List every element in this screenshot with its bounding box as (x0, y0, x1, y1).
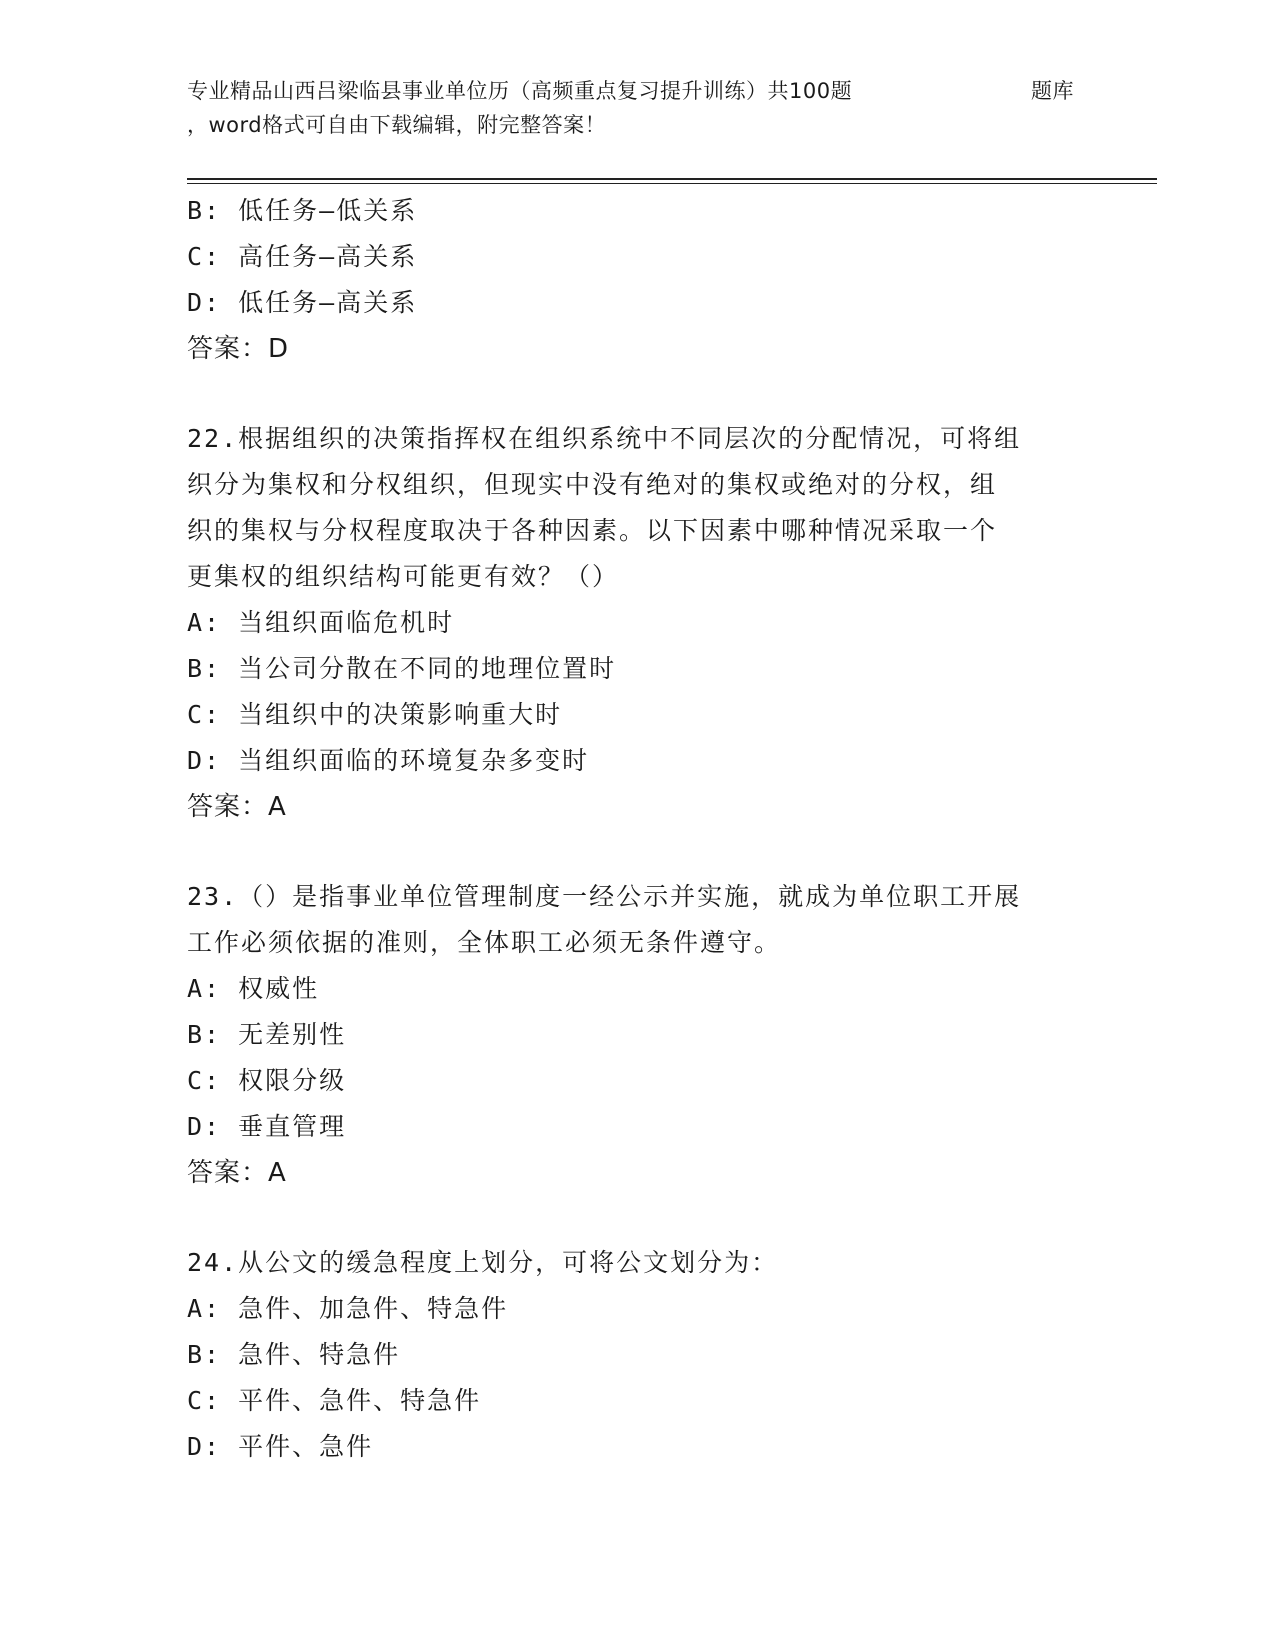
question-stem-line: 24.从公文的缓急程度上划分，可将公文划分为： (187, 1248, 779, 1277)
question-stem-line: 织的集权与分权程度取决于各种因素。以下因素中哪种情况采取一个 (187, 516, 998, 545)
header-divider (187, 178, 1157, 184)
question-stem-line: 织分为集权和分权组织，但现实中没有绝对的集权或绝对的分权，组 (187, 470, 998, 499)
question-23 (187, 874, 1087, 1196)
option-a: A: 当组织面临危机时 (187, 608, 455, 637)
question-stem-line: 工作必须依据的准则，全体职工必须无条件遵守。 (187, 928, 782, 957)
option-b: B: 急件、特急件 (187, 1340, 401, 1369)
header-subtitle: ，word格式可自由下载编辑，附完整答案！ (187, 113, 607, 137)
question-stem-line: 更集权的组织结构可能更有效？（） (187, 562, 620, 591)
answer-label: 答案：A (187, 792, 287, 822)
option-c: C: 权限分级 (187, 1066, 347, 1095)
prev-question-block (187, 188, 1087, 372)
header-title-line (187, 74, 1157, 108)
spacer (187, 1196, 1087, 1240)
option-d: D: 低任务—高关系 (187, 288, 418, 317)
option-c: C: 高任务—高关系 (187, 242, 418, 271)
question-22 (187, 416, 1087, 830)
option-c: C: 当组织中的决策影响重大时 (187, 700, 563, 729)
option-d: D: 垂直管理 (187, 1112, 347, 1141)
spacer (187, 372, 1087, 416)
answer-label: 答案：A (187, 1158, 287, 1188)
option-a: A: 权威性 (187, 974, 320, 1003)
option-b: B: 无差别性 (187, 1020, 347, 1049)
answer-label: 答案：D (187, 334, 290, 364)
page-header (187, 74, 1157, 142)
option-b: B: 当公司分散在不同的地理位置时 (187, 654, 617, 683)
option-c: C: 平件、急件、特急件 (187, 1386, 482, 1415)
header-tag: 题库 (1031, 79, 1074, 103)
option-d: D: 当组织面临的环境复杂多变时 (187, 746, 590, 775)
option-b: B: 低任务—低关系 (187, 196, 418, 225)
header-title: 专业精品山西吕梁临县事业单位历（高频重点复习提升训练）共100题 (187, 79, 853, 103)
option-d: D: 平件、急件 (187, 1432, 374, 1461)
question-stem-line: 23.（）是指事业单位管理制度一经公示并实施，就成为单位职工开展 (187, 882, 1022, 911)
question-content (187, 188, 1087, 1470)
question-24 (187, 1240, 1087, 1470)
spacer (187, 830, 1087, 874)
option-a: A: 急件、加急件、特急件 (187, 1294, 509, 1323)
question-stem-line: 22.根据组织的决策指挥权在组织系统中不同层次的分配情况，可将组 (187, 424, 1022, 453)
